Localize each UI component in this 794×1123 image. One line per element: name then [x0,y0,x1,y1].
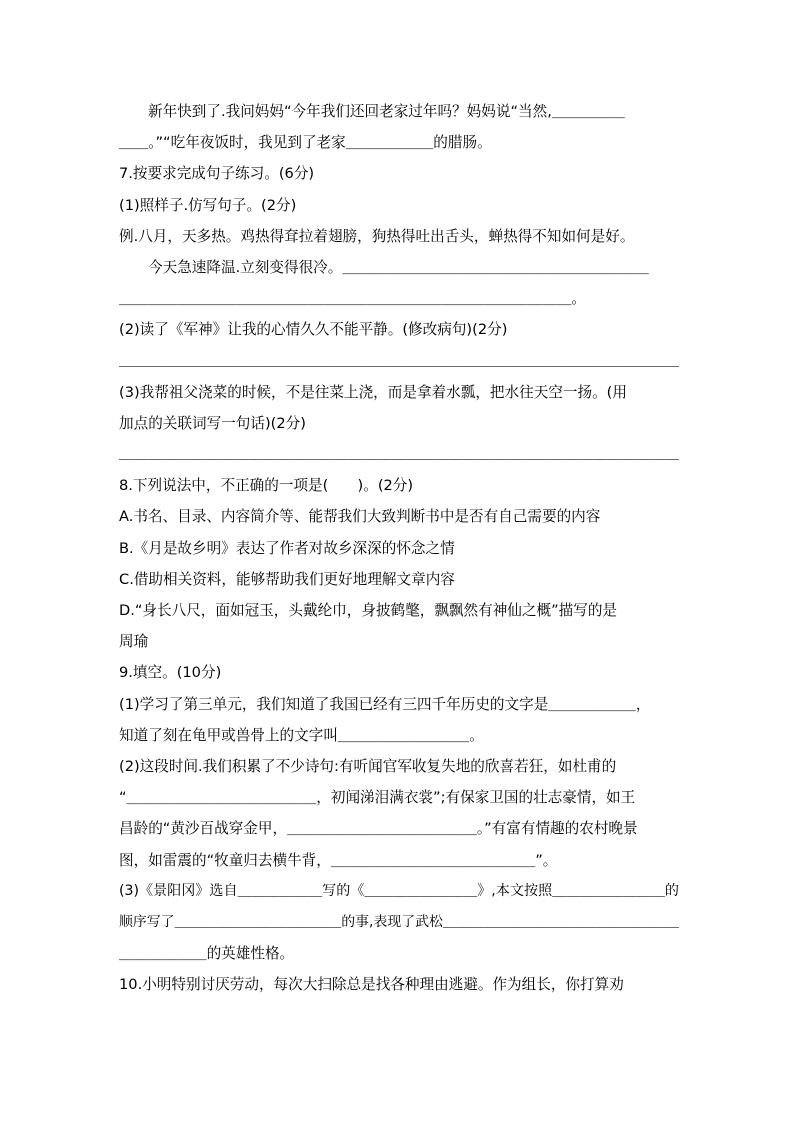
text-line: 周瑜 [119,633,149,651]
option-d: D.“身长八尺，面如冠玉，头戴纶巾，身披鹤氅，飘飘然有神仙之概”描写的是 [119,602,618,619]
text-line: 今天急速降温.立刻变得很冷。＿＿＿＿＿＿＿＿＿＿＿＿＿＿＿＿＿＿＿＿＿ [148,258,649,276]
sub-question: (1)学习了第三单元，我们知道了我国已经有三四千年历史的文字是＿＿＿＿＿＿， [119,695,651,713]
document-page [119,96,679,1000]
answer-blank-line: ＿＿＿＿＿＿＿＿＿＿＿＿＿＿＿＿＿＿＿＿＿＿＿＿＿＿＿＿＿＿＿＿＿＿＿＿＿＿＿ [119,352,680,369]
sub-question: (3)《景阳冈》选自＿＿＿＿＿＿写的《＿＿＿＿＿＿＿＿》,本文按照＿＿＿＿＿＿＿＿的 [119,882,680,899]
sub-question: (3)我帮祖父浇菜的时候，不是往菜上浇，而是拿着水瓢，把水往天空一扬。(用 [119,383,627,401]
answer-blank-line: ＿＿＿＿＿＿＿＿＿＿＿＿＿＿＿＿＿＿＿＿＿＿＿＿＿＿＿＿＿＿＿。 [119,290,587,308]
text-line: 昌龄的“黄沙百战穿金甲，＿＿＿＿＿＿＿＿＿＿＿＿＿。”有富有情趣的农村晚景 [119,820,638,838]
text-line: “＿＿＿＿＿＿＿＿＿＿＿＿＿，初闻涕泪满衣裳”;有保家卫国的壮志豪情，如王 [119,789,636,807]
question-heading: 8.下列说法中，不正确的一项是( )。(2分) [119,477,414,495]
question-heading: 7.按要求完成句子练习。(6分) [119,165,315,183]
sub-question: (2)这段时间.我们积累了不少诗句:有听闻官军收复失地的欣喜若狂，如杜甫的 [119,757,617,775]
question-heading: 9.填空。(10分) [119,664,222,682]
text-line: 知道了刻在龟甲或兽骨上的文字叫＿＿＿＿＿＿＿＿＿。 [119,726,484,744]
text-line: 新年快到了.我问妈妈“今年我们还回老家过年吗？妈妈说“当然,＿＿＿＿＿ [148,103,625,120]
example-sentence: 例.八月，天多热。鸡热得耷拉着翅膀，狗热得吐出舌头，蝉热得不知如何是好。 [119,227,635,245]
option-b: B.《月是故乡明》表达了作者对故乡深深的怀念之情 [119,539,455,557]
text-line: ＿＿＿＿＿＿的英雄性格。 [119,945,295,963]
sub-question: (1)照样子.仿写句子。(2分) [119,196,297,214]
sub-question: (2)读了《军神》让我的心情久久不能平静。(修改病句)(2分) [119,321,508,339]
text-line: 顺序写了＿＿＿＿＿＿＿＿＿＿＿＿的事,表现了武松＿＿＿＿＿＿＿＿＿＿＿＿＿＿＿＿＿ [119,913,680,930]
text-line: 加点的关联词写一句话)(2分) [119,414,306,432]
text-line: 图，如雷震的“牧童归去横牛背，＿＿＿＿＿＿＿＿＿＿＿＿＿＿”。 [119,851,558,869]
answer-blank-line: ＿＿＿＿＿＿＿＿＿＿＿＿＿＿＿＿＿＿＿＿＿＿＿＿＿＿＿＿＿＿＿＿＿＿＿＿＿＿＿ [119,446,680,463]
text-line: ＿＿。”“吃年夜饭时，我见到了老家＿＿＿＿＿＿的腊肠。 [119,134,492,152]
option-c: C.借助相关资料，能够帮助我们更好地理解文章内容 [119,570,455,588]
question-heading: 10.小明特别讨厌劳动，每次大扫除总是找各种理由逃避。作为组长，你打算劝 [119,976,624,994]
option-a: A.书名、目录、内容简介等、能帮我们大致判断书中是否有自己需要的内容 [119,508,601,526]
